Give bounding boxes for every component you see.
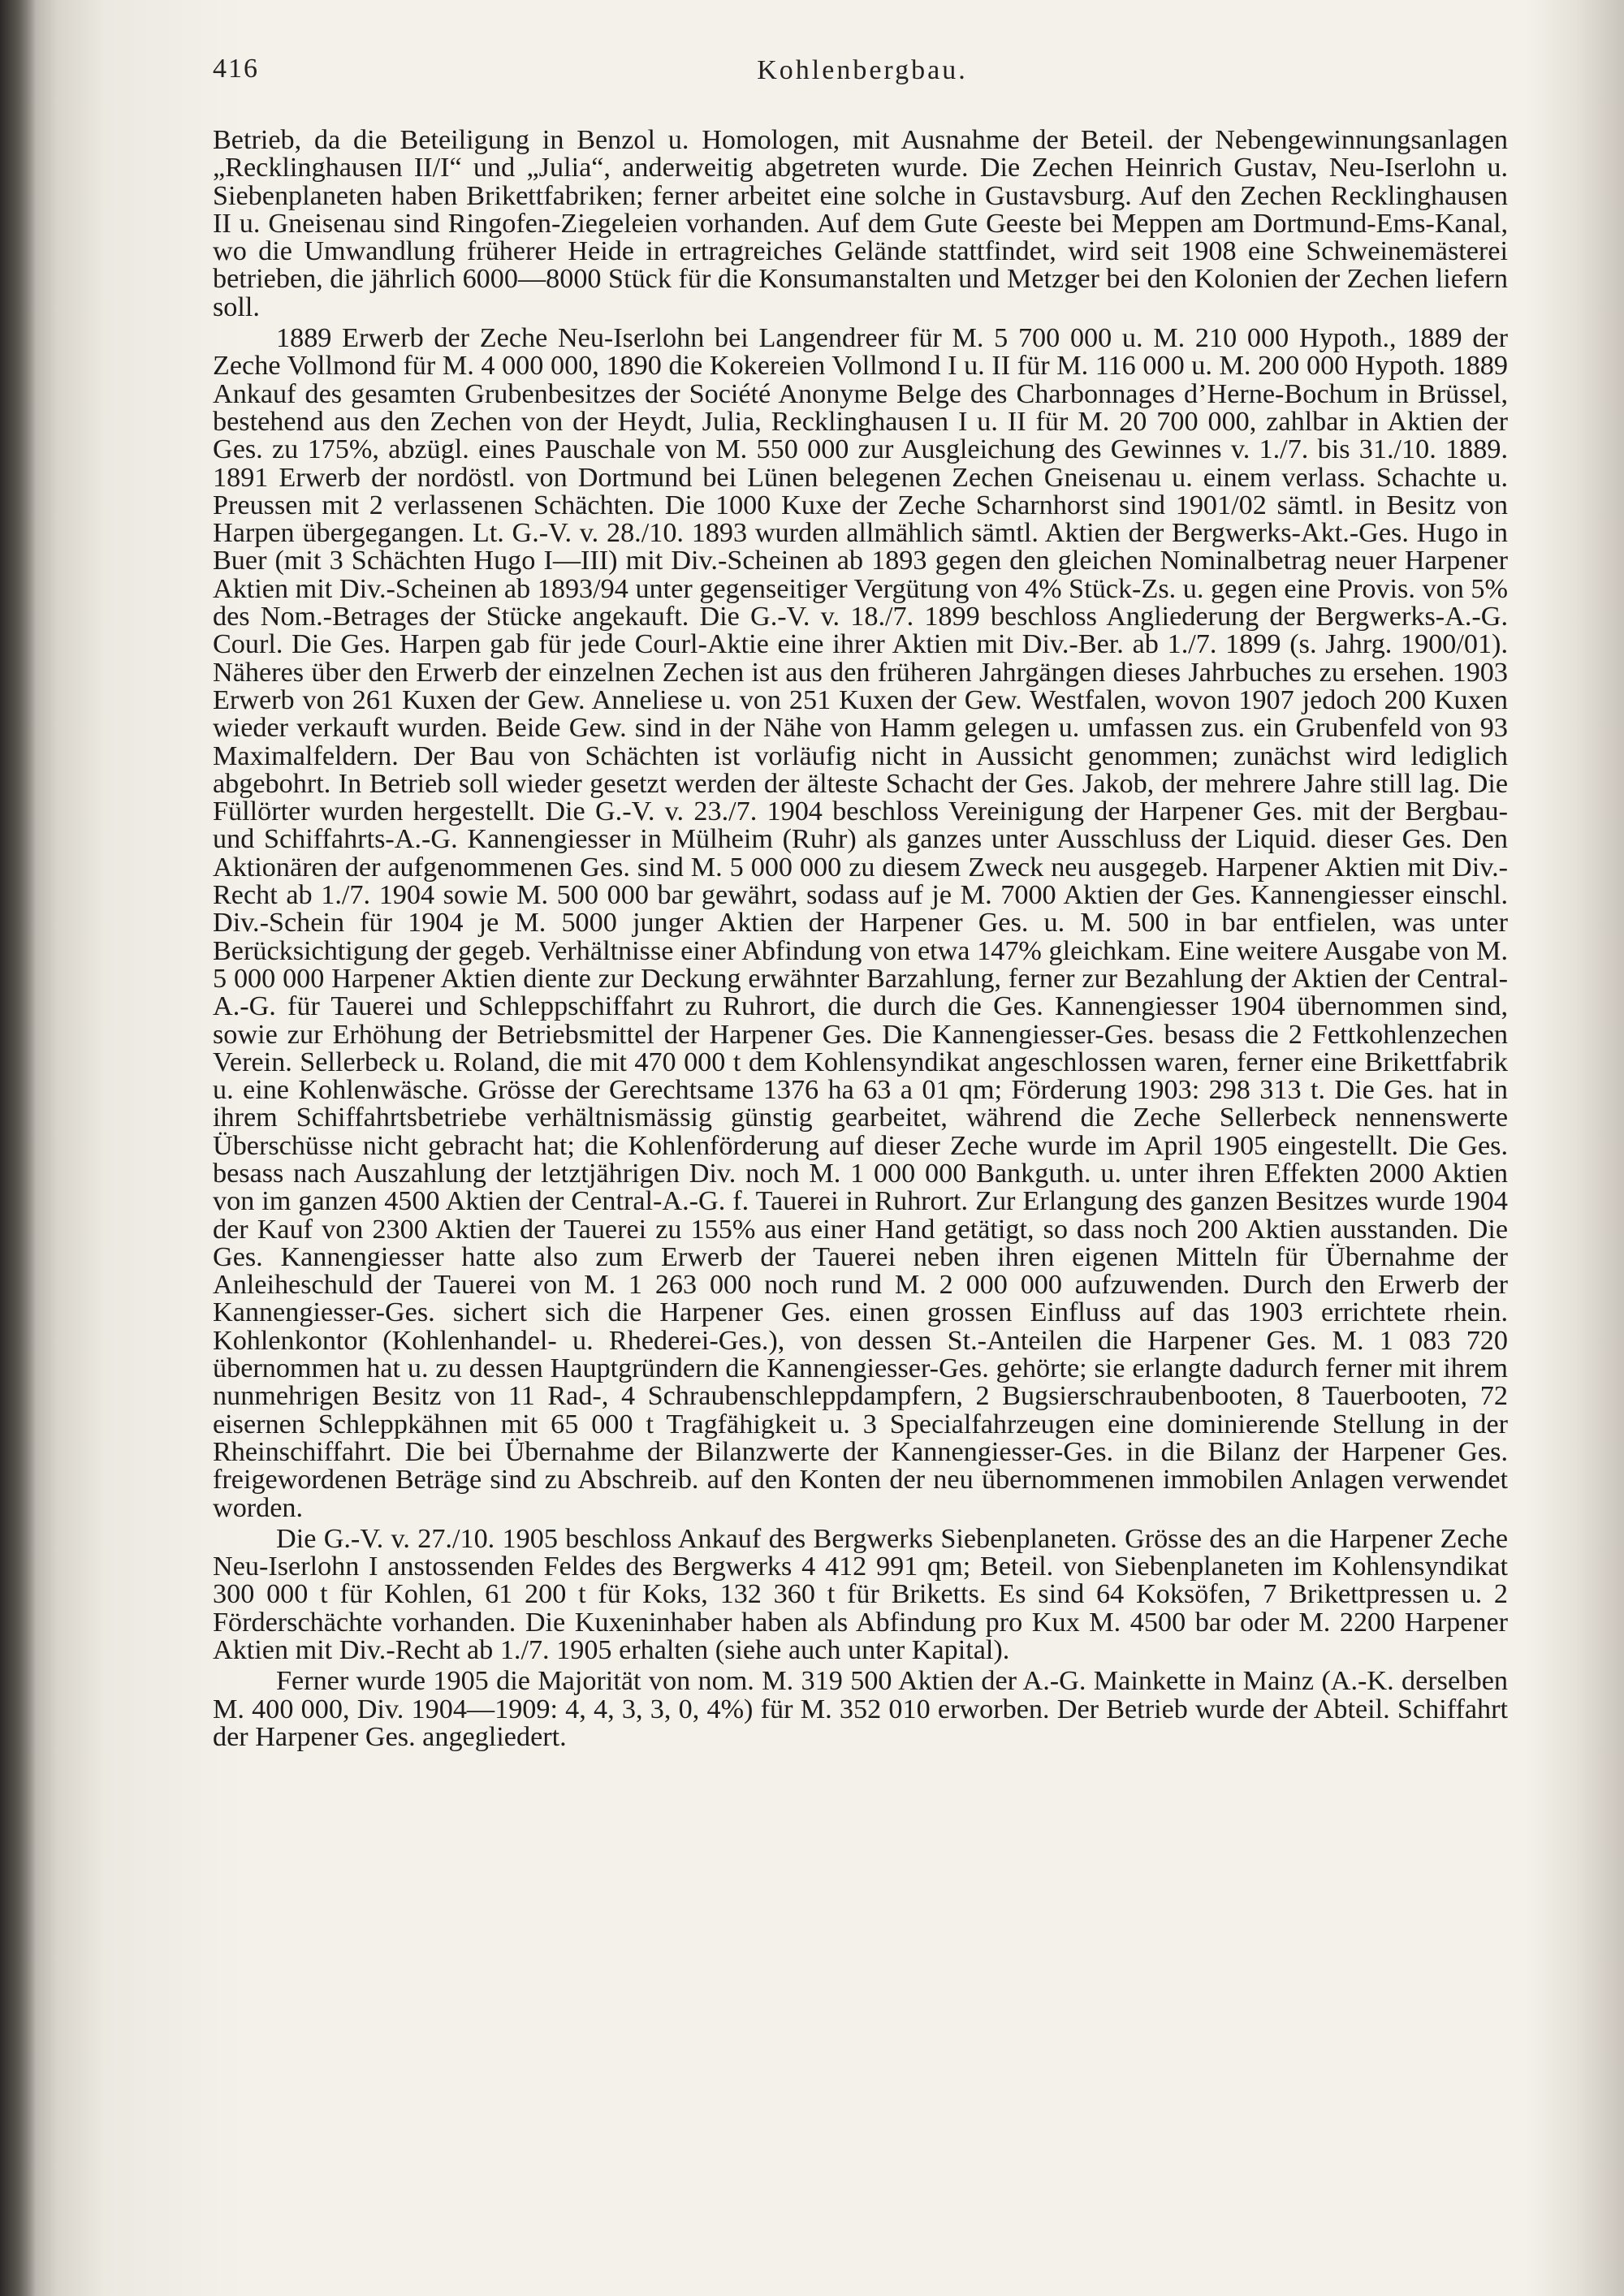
page-number: 416 (213, 54, 259, 84)
paragraph-history: 1889 Erwerb der Zeche Neu-Iserlohn bei Langendreer für M. 5 700 000 u. M. 210 000 Hypoth., 1889 der Zeche Vollmond für M. 4 000 000, 1890 die Kokereien Vollmond I u. II für M. 116 000 u. M. 200 000 Hypoth. 1889 Ankauf des gesamten Grubenbesitzes der Société Anonyme Belge des Charbonnages d’Herne-Bochum in Brüssel, bestehend aus den Zechen von der Heydt, Julia, Recklinghausen I u. II für M. 20 700 000, zahlbar in Aktien der Ges. zu 175%, abzügl. eines Pauschale von M. 550 000 zur Ausgleichung des Gewinnes v. 1./7. bis 31./10. 1889. 1891 Erwerb der nordöstl. von Dortmund bei Lünen belegenen Zechen Gneisenau u. einem verlass. Schachte u. Preussen mit 2 verlassenen Schächten. Die 1000 Kuxe der Zeche Scharnhorst sind 1901/02 sämtl. in Besitz von Harpen übergegangen. Lt. G.-V. v. 28./10. 1893 wurden allmählich sämtl. Aktien der Bergwerks-Akt.-Ges. Hugo in Buer (mit 3 Schächten Hugo I—III) mit Div.-Scheinen ab 1893 gegen den gleichen Nominalbetrag neuer Harpener Aktien mit Div.-Scheinen ab 1893/94 unter gegenseitiger Vergütung von 4% Stück-Zs. u. gegen eine Provis. von 5% des Nom.-Betrages der Stücke angekauft. Die G.-V. v. 18./7. 1899 beschloss Angliederung der Bergwerks-A.-G. Courl. Die Ges. Harpen gab für jede Courl-Aktie eine ihrer Aktien mit Div.-Ber. ab 1./7. 1899 (s. Jahrg. 1900/01). Näheres über den Erwerb der einzelnen Zechen ist aus den früheren Jahrgängen dieses Jahrbuches zu ersehen. 1903 Erwerb von 261 Kuxen der Gew. Anneliese u. von 251 Kuxen der Gew. Westfalen, wovon 1907 jedoch 200 Kuxen wieder verkauft wurden. Beide Gew. sind in der Nähe von Hamm gelegen u. umfassen zus. ein Grubenfeld von 93 Maximalfeldern. Der Bau von Schächten ist vorläufig nicht in Aussicht genommen; zunächst wird lediglich abgebohrt. In Betrieb soll wieder gesetzt werden der älteste Schacht der Ges. Jakob, der mehrere Jahre still lag. Die Füllörter wurden hergestellt. Die G.-V. v. 23./7. 1904 beschloss Vereinigung der Harpener Ges. mit der Bergbau- und Schiffahrts-A.-G. Kannengiesser in Mülheim (Ruhr) als ganzes unter Ausschluss der Liquid. dieser Ges. Den Aktionären der aufgenommenen Ges. sind M. 5 000 000 zu diesem Zweck neu ausgegeb. Harpener Aktien mit Div.-Recht ab 1./7. 1904 sowie M. 500 000 bar gewährt, sodass auf je M. 7000 Aktien der Ges. Kannengiesser einschl. Div.-Schein für 1904 je M. 5000 junger Aktien der Harpener Ges. u. M. 500 in bar entfielen, was unter Berücksichtigung der gegeb. Verhältnisse einer Abfindung von etwa 147% gleichkam. Eine weitere Ausgabe von M. 5 000 000 Harpener Aktien diente zur Deckung erwähnter Barzahlung, ferner zur Bezahlung der Aktien der Central-A.-G. für Tauerei und Schleppschiffahrt zu Ruhrort, die durch die Ges. Kannengiesser 1904 übernommen sind, sowie zur Erhöhung der Betriebsmittel der Harpener Ges. Die Kannengiesser-Ges. besass die 2 Fettkohlenzechen Verein. Sellerbeck u. Roland, die mit 470 000 t dem Kohlensyndikat angeschlossen waren, ferner eine Brikettfabrik u. eine Kohlenwäsche. Grösse der Gerechtsame 1376 ha 63 a 01 qm; Förderung 1903: 298 313 t. Die Ges. hat in ihrem Schiffahrtsbetriebe verhältnismässig günstig gearbeitet, während die Zeche Sellerbeck nennenswerte Überschüsse nicht gebracht hat; die Kohlenförderung auf dieser Zeche wurde im April 1905 eingestellt. Die Ges. besass nach Auszahlung der letztjährigen Div. noch M. 1 000 000 Bankguth. u. unter ihren Effekten 2000 Aktien von im ganzen 4500 Aktien der Central-A.-G. f. Tauerei in Ruhrort. Zur Erlangung des ganzen Besitzes wurde 1904 der Kauf von 2300 Aktien der Tauerei zu 155% aus einer Hand getätigt, so dass noch 200 Aktien ausstanden. Die Ges. Kannengiesser hatte also zum Erwerb der Tauerei neben ihren eigenen Mitteln für Übernahme der Anleiheschuld der Tauerei von M. 1 263 000 noch rund M. 2 000 000 aufzuwenden. Durch den Erwerb der Kannengiesser-Ges. sichert sich die Harpener Ges. einen grossen Einfluss auf das 1903 errichtete rhein. Kohlenkontor (Kohlenhandel- u. Rhederei-Ges.), von dessen St.-Anteilen die Harpener Ges. M. 1 083 720 übernommen hat u. zu dessen Hauptgründern die Kannengiesser-Ges. gehörte; sie erlangte dadurch ferner mit ihrem nunmehrigen Besitz von 11 Rad-, 4 Schraubenschleppdampfern, 2 Bugsierschraubenbooten, 8 Tauerbooten, 72 eisernen Schleppkähnen mit 65 000 t Tragfähigkeit u. 3 Specialfahrzeugen eine dominierende Stellung in der Rheinschiffahrt. Die bei Übernahme der Bilanzwerte der Kannengiesser-Ges. in die Bilanz der Harpener Ges. freigewordenen Beträge sind zu Abschreib. auf den Konten der neu übernommenen immobilen Anlagen verwendet worden. (213, 323, 1508, 1523)
body-text (213, 127, 1508, 1754)
paragraph-betrieb: Betrieb, da die Beteiligung in Benzol u. Homologen, mit Ausnahme der Beteil. der Nebengewinnungsanlagen „Recklinghausen II/I“ und „Julia“, anderweitig abgetreten wurde. Die Zechen Heinrich Gustav, Neu-Iserlohn u. Siebenplaneten haben Brikettfabriken; ferner arbeitet eine solche in Gustavsburg. Auf den Zechen Recklinghausen II u. Gneisenau sind Ringofen-Ziegeleien vorhanden. Auf dem Gute Geeste bei Meppen am Dortmund-Ems-Kanal, wo die Umwandlung früherer Heide in ertragreiches Gelände stattfindet, wird seit 1908 eine Schweinemästerei betrieben, die jährlich 6000—8000 Stück für die Konsumanstalten und Metzger bei den Kolonien der Zechen liefern soll. (213, 125, 1508, 322)
running-title: Kohlenbergbau. (757, 55, 968, 85)
book-spine-shadow (0, 0, 36, 2296)
paragraph-mainkette: Ferner wurde 1905 die Majorität von nom. M. 319 500 Aktien der A.-G. Mainkette in Mainz (A.-K. derselben M. 400 000, Div. 1904—1909: 4, 4, 3, 3, 0, 4%) für M. 352 010 erworben. Der Betrieb wurde der Abteil. Schiffahrt der Harpener Ges. angegliedert. (213, 1666, 1508, 1752)
paragraph-siebenplaneten: Die G.-V. v. 27./10. 1905 beschloss Ankauf des Bergwerks Siebenplaneten. Grösse des an die Harpener Zeche Neu-Iserlohn I anstossenden Feldes des Bergwerks 4 412 991 qm; Beteil. von Siebenplaneten im Kohlensyndikat 300 000 t für Kohlen, 61 200 t für Koks, 132 360 t für Briketts. Es sind 64 Koksöfen, 7 Brikettpressen u. 2 Förderschächte vorhanden. Die Kuxeninhaber haben als Abfindung pro Kux M. 4500 bar oder M. 2200 Harpener Aktien mit Div.-Recht ab 1./7. 1905 erhalten (siehe auch unter Kapital). (213, 1523, 1508, 1666)
page-header (213, 50, 1512, 99)
